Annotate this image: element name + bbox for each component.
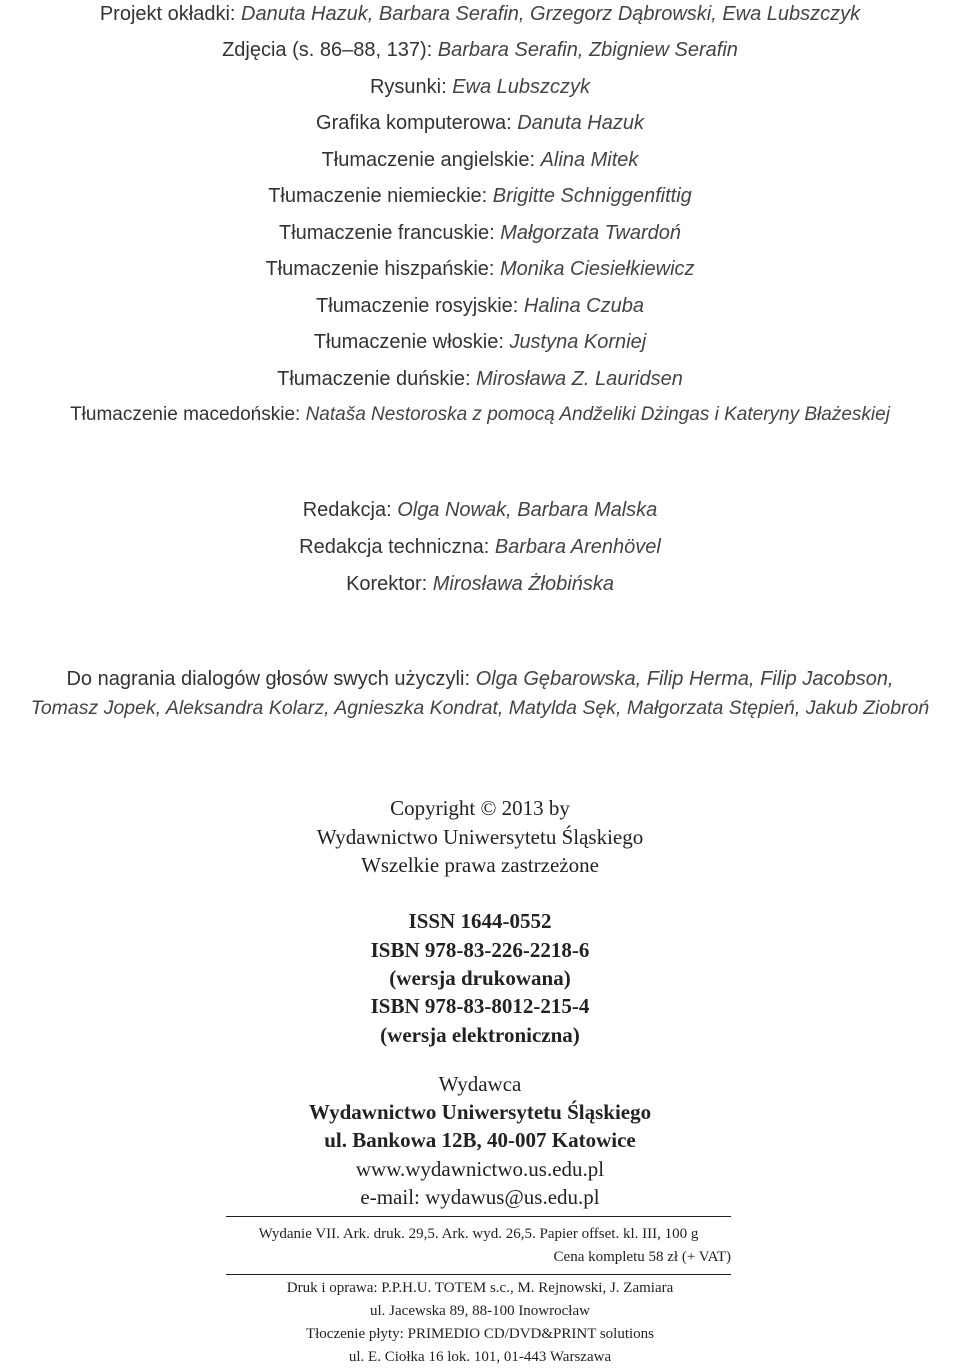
publisher-name: Wydawnictwo Uniwersytetu Śląskiego <box>308 1100 652 1124</box>
isbn-electronic-note: (wersja elektroniczna) <box>380 1023 580 1047</box>
publisher-website[interactable]: www.wydawnictwo.us.edu.pl <box>355 1157 605 1181</box>
credit-translation-danish: Tłumaczenie duńskie: Mirosława Z. Lauridsen <box>277 368 683 390</box>
credit-translation-german: Tłumaczenie niemieckie: Brigitte Schniggenfittig <box>268 185 692 207</box>
edition-details: Wydanie VII. Ark. druk. 29,5. Ark. wyd. 26,5. Papier offset. kl. III, 100 g <box>258 1226 699 1242</box>
disc-pressing-address: ul. E. Ciołka 16 lok. 101, 01-443 Warszawa <box>348 1349 612 1365</box>
copyright-line: Copyright © 2013 by <box>390 796 570 820</box>
divider-top <box>226 1216 731 1217</box>
voices-line-1: Do nagrania dialogów głosów swych użyczyli: Olga Gębarowska, Filip Herma, Filip Jacobson, <box>66 668 894 690</box>
credit-translation-macedonian: Tłumaczenie macedońskie: Nataša Nestoroska z pomocą Andželiki Dżingas i Kateryny Błażeskiej <box>70 404 890 425</box>
editorial-technical-editing: Redakcja techniczna: Barbara Arenhövel <box>299 536 661 558</box>
credit-translation-italian: Tłumaczenie włoskie: Justyna Korniej <box>313 331 647 353</box>
credit-translation-spanish: Tłumaczenie hiszpańskie: Monika Ciesiełkiewicz <box>265 258 695 280</box>
disc-pressing: Tłoczenie płyty: PRIMEDIO CD/DVD&PRINT solutions <box>305 1326 655 1342</box>
voices-line-2: Tomasz Jopek, Aleksandra Kolarz, Agnieszka Kondrat, Matylda Sęk, Małgorzata Stępień, Jakub Ziobroń <box>30 697 930 719</box>
credit-translation-english: Tłumaczenie angielskie: Alina Mitek <box>321 149 639 171</box>
edition-price: Cena kompletu 58 zł (+ VAT) <box>553 1249 731 1265</box>
credit-translation-french: Tłumaczenie francuskie: Małgorzata Twardoń <box>278 222 682 244</box>
isbn-print-note: (wersja drukowana) <box>389 966 571 990</box>
isbn-print: ISBN 978-83-226-2218-6 <box>370 938 590 962</box>
publisher-address: ul. Bankowa 12B, 40-007 Katowice <box>324 1128 636 1152</box>
credit-translation-russian: Tłumaczenie rosyjskie: Halina Czuba <box>316 295 644 317</box>
divider-bottom <box>226 1274 731 1275</box>
issn: ISSN 1644-0552 <box>408 909 552 933</box>
publisher-email[interactable]: e-mail: wydawus@us.edu.pl <box>360 1185 600 1209</box>
editorial-editing: Redakcja: Olga Nowak, Barbara Malska <box>302 499 658 521</box>
credit-cover-design: Projekt okładki: Danuta Hazuk, Barbara Serafin, Grzegorz Dąbrowski, Ewa Lubszczyk <box>99 3 861 25</box>
printing-binding: Druk i oprawa: P.P.H.U. TOTEM s.c., M. Rejnowski, J. Zamiara <box>286 1280 674 1296</box>
credit-computer-graphics: Grafika komputerowa: Danuta Hazuk <box>316 112 644 134</box>
editorial-proofreader: Korektor: Mirosława Żłobińska <box>346 573 614 595</box>
credit-photos: Zdjęcia (s. 86–88, 137): Barbara Serafin, Zbigniew Serafin <box>222 39 738 61</box>
copyright-holder: Wydawnictwo Uniwersytetu Śląskiego <box>316 825 644 849</box>
rights-reserved: Wszelkie prawa zastrzeżone <box>361 853 599 877</box>
publisher-heading: Wydawca <box>438 1072 522 1096</box>
credit-drawings: Rysunki: Ewa Lubszczyk <box>369 76 591 98</box>
printing-address: ul. Jacewska 89, 88-100 Inowrocław <box>370 1303 590 1319</box>
isbn-electronic: ISBN 978-83-8012-215-4 <box>370 994 590 1018</box>
